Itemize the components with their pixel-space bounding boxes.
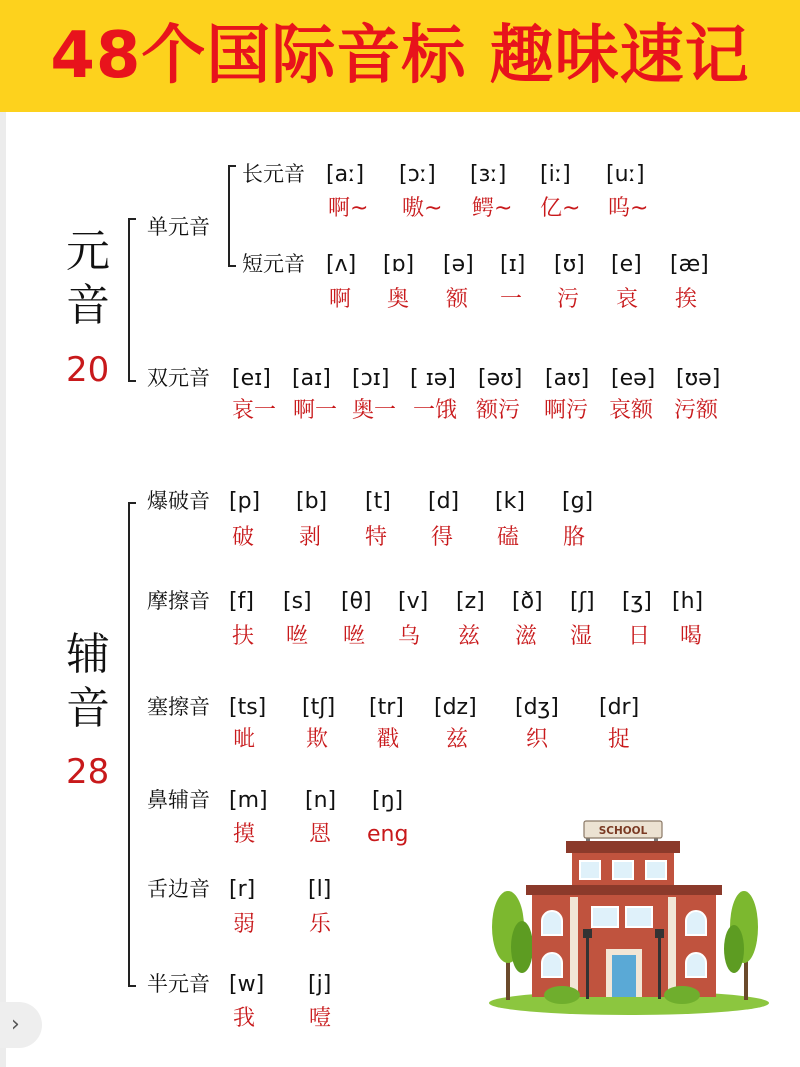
long-vowel-symbol: [iː] [540,162,571,187]
school-illustration [486,815,772,1015]
long-vowel-hint: 呜~ [608,196,649,221]
long-vowel-hint: 鳄~ [472,196,513,221]
monophthong-bracket-bottom-tick [228,265,236,267]
diphthong-symbol: [əʊ] [478,366,523,391]
diphthong-symbol: [eə] [611,366,656,391]
semivowel-hint: 噎 [309,1006,332,1031]
fricative-symbol: [ʃ] [570,589,595,614]
arched-window [542,911,562,935]
lamp-post [658,937,661,999]
nasal-hint: 摸 [233,822,256,847]
bush [664,986,700,1004]
lateral-symbol: [l] [308,877,332,902]
next-page-button[interactable] [0,1002,42,1048]
consonant-bracket-bottom-tick [128,985,136,987]
column [668,897,676,997]
fricative-symbol: [z] [456,589,485,614]
page-title: 48个国际音标 趣味速记 [50,19,750,93]
plosive-symbol: [k] [495,489,525,514]
fricative-hint: 乌 [398,624,421,649]
lateral-hint: 弱 [233,912,256,937]
diphthong-symbol: [aɪ] [292,366,331,391]
fricative-symbol: [ð] [512,589,543,614]
nasal-symbol: [m] [229,788,268,813]
vowel-count: 20 [66,350,110,390]
diphthong-hint: 哀一 [232,398,277,423]
consonant-bracket [128,502,130,987]
lateral-symbol: [r] [229,877,256,902]
fricative-hint: 兹 [458,624,481,649]
left-edge-strip [0,112,6,1067]
nasal-label: 鼻辅音 [147,788,210,812]
vowel-bracket [128,218,130,382]
tree [724,925,744,973]
roof [526,885,722,895]
nasal-hint: eng [367,822,409,847]
diphthong-hint: 啊一 [293,398,338,423]
semivowel-label: 半元音 [147,972,210,996]
column [570,897,578,997]
diphthong-symbol: [ɔɪ] [352,366,390,391]
consonant-heading-char-1: 辅 [66,629,110,680]
fricative-hint: 扶 [232,624,255,649]
bush [544,986,580,1004]
short-vowel-hint: 一 [500,287,523,312]
short-vowel-label: 短元音 [242,252,305,276]
nasal-symbol: [n] [305,788,337,813]
monophthong-bracket-top-tick [228,165,236,167]
affricate-symbol: [tʃ] [302,695,336,720]
short-vowel-symbol: [ʊ] [554,252,585,277]
fricative-hint: 咝 [343,624,366,649]
fricative-symbol: [h] [672,589,704,614]
affricate-hint: 欺 [306,727,329,752]
consonant-count: 28 [66,752,110,792]
semivowel-hint: 我 [233,1006,256,1031]
plosive-hint: 特 [365,525,388,550]
plosive-hint: 胳 [563,525,586,550]
plosive-symbol: [b] [296,489,328,514]
fricative-hint: 喝 [680,624,703,649]
fricative-hint: 日 [628,624,651,649]
affricate-symbol: [dz] [434,695,477,720]
fricative-label: 摩擦音 [147,589,210,613]
short-vowel-hint: 奥 [387,287,410,312]
diphthong-label: 双元音 [147,366,210,390]
diphthong-symbol: [aʊ] [545,366,590,391]
diphthong-hint: 啊污 [544,398,589,423]
lamp [583,929,592,938]
affricate-hint: 兹 [446,727,469,752]
lamp-post [586,937,589,999]
long-vowel-hint: 亿~ [540,196,581,221]
roof [566,841,680,853]
affricate-hint: 戳 [377,727,400,752]
consonant-heading-char-2: 音 [66,683,110,734]
window [592,907,618,927]
short-vowel-hint: 额 [446,287,469,312]
short-vowel-hint: 污 [557,287,580,312]
lateral-label: 舌边音 [147,877,210,901]
diphthong-symbol: [ ɪə] [410,366,456,391]
window [613,861,633,879]
chevron-right-icon: › [11,1012,20,1037]
fricative-hint: 咝 [286,624,309,649]
vowel-heading-char-1: 元 [66,226,110,277]
long-vowel-hint: 嗷~ [402,196,443,221]
door [612,955,636,997]
school-sign-text: SCHOOL [598,825,648,837]
fricative-hint: 滋 [515,624,538,649]
vowel-heading-char-2: 音 [66,280,110,331]
lamp [655,929,664,938]
affricate-hint: 织 [526,727,549,752]
affricate-hint: 捉 [608,727,631,752]
fricative-symbol: [ʒ] [622,589,652,614]
plosive-symbol: [g] [562,489,594,514]
affricate-label: 塞擦音 [147,695,210,719]
short-vowel-symbol: [ɪ] [500,252,526,277]
long-vowel-symbol: [aː] [326,162,365,187]
short-vowel-symbol: [ɒ] [383,252,415,277]
nasal-symbol: [ŋ] [372,788,404,813]
affricate-symbol: [ts] [229,695,267,720]
fricative-symbol: [θ] [341,589,372,614]
diphthong-hint: 额污 [476,398,521,423]
vowel-bracket-bottom-tick [128,380,136,382]
title-banner [0,0,800,112]
long-vowel-symbol: [ɔː] [399,162,436,187]
plosive-symbol: [d] [428,489,460,514]
plosive-hint: 得 [431,525,454,550]
long-vowel-symbol: [ɜː] [470,162,507,187]
plosive-label: 爆破音 [147,489,210,513]
diphthong-symbol: [ʊə] [676,366,721,391]
affricate-symbol: [dʒ] [515,695,559,720]
long-vowel-hint: 啊~ [328,196,369,221]
affricate-hint: 呲 [233,727,256,752]
short-vowel-symbol: [æ] [670,252,709,277]
monophthong-bracket [228,165,230,267]
arched-window [686,953,706,977]
fricative-symbol: [f] [229,589,254,614]
long-vowel-label: 长元音 [242,162,305,186]
diphthong-hint: 污额 [674,398,719,423]
diphthong-hint: 一饿 [413,398,458,423]
diphthong-hint: 哀额 [609,398,654,423]
lateral-hint: 乐 [309,912,332,937]
short-vowel-hint: 啊 [329,287,352,312]
tree [511,921,533,973]
nasal-hint: 恩 [309,822,332,847]
diphthong-hint: 奥一 [352,398,397,423]
short-vowel-hint: 哀 [616,287,639,312]
plosive-hint: 剥 [299,525,322,550]
arched-window [542,953,562,977]
window [626,907,652,927]
diphthong-symbol: [eɪ] [232,366,271,391]
semivowel-symbol: [w] [229,972,265,997]
affricate-symbol: [tr] [369,695,404,720]
vowel-bracket-top-tick [128,218,136,220]
window [646,861,666,879]
plosive-symbol: [t] [365,489,391,514]
plosive-hint: 破 [232,525,255,550]
monophthong-label: 单元音 [147,215,210,239]
short-vowel-hint: 挨 [675,287,698,312]
long-vowel-symbol: [uː] [606,162,645,187]
affricate-symbol: [dr] [599,695,640,720]
plosive-symbol: [p] [229,489,261,514]
fricative-symbol: [v] [398,589,429,614]
consonant-bracket-top-tick [128,502,136,504]
fricative-symbol: [s] [283,589,312,614]
short-vowel-symbol: [ʌ] [326,252,357,277]
semivowel-symbol: [j] [308,972,332,997]
fricative-hint: 湿 [570,624,593,649]
arched-window [686,911,706,935]
short-vowel-symbol: [e] [611,252,642,277]
window [580,861,600,879]
plosive-hint: 磕 [497,525,520,550]
short-vowel-symbol: [ə] [443,252,474,277]
